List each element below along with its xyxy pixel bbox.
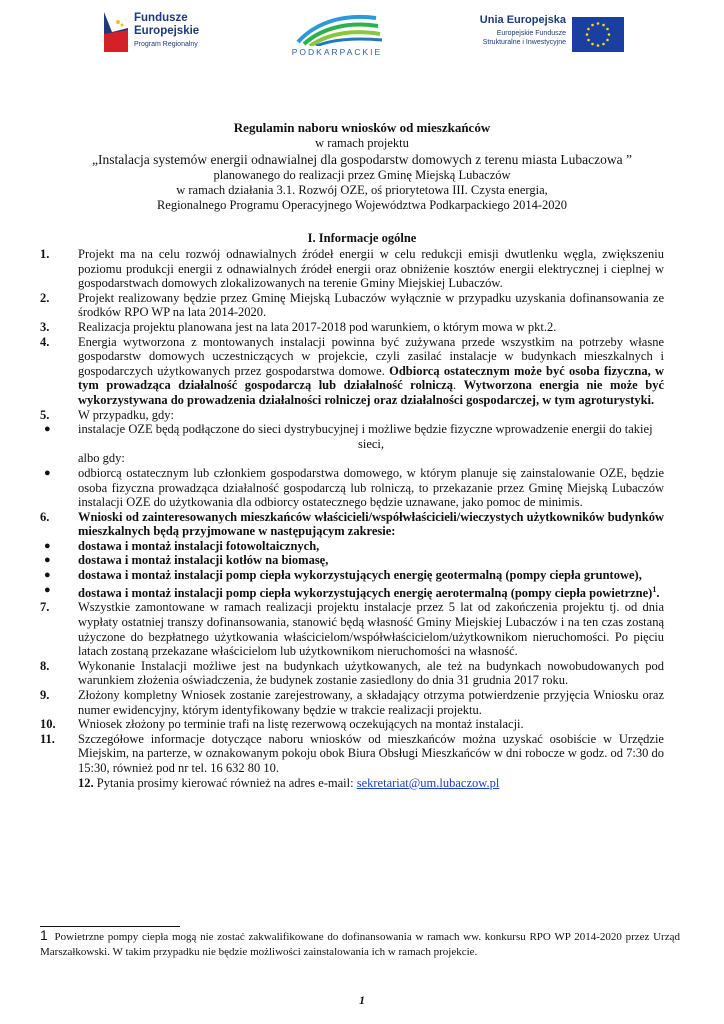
- bullet-icon: ●: [44, 423, 51, 436]
- item-text: Energia wytworzona z montowanych instalacji powinna być zużywana przede wszystkim na potrzeby własne gospodarstw domowych uczestniczących w projekcie, czyli zasilać instalacje w budynkach mieszkalnych i gospodarczych użytkowanych przez gospodarstwa domowe.: [78, 334, 664, 378]
- item-text: Wnioski od zainteresowanych mieszkańców właścicieli/współwłaścicieli/wieczystych użytkowników budynków mieszkalnych będą przyjmowane w następującym zakresie:: [78, 509, 664, 539]
- bullet-text-end: .: [656, 585, 660, 600]
- item-number: 8.: [40, 658, 50, 673]
- list-item: [40, 688, 664, 717]
- bullet-item: [40, 466, 664, 510]
- bullet-icon: ●: [44, 569, 51, 582]
- item-number: 7.: [40, 600, 50, 615]
- item-number: 5.: [40, 407, 50, 422]
- list-item: [40, 335, 664, 408]
- list-item: [40, 659, 664, 688]
- list-item: [40, 600, 664, 658]
- item-number: 3.: [40, 319, 50, 334]
- project-name: „Instalacja systemów energii odnawialnej dla gospodarstw domowych z terenu miasta Lubaczowa ”: [92, 152, 632, 167]
- bullet-item: [40, 568, 664, 583]
- item-text: Szczegółowe informacje dotyczące naboru wniosków od mieszkańców można uzyskać osobiście w Urzędzie Miejskim, na parterze, w oznakowanym pokoju obok Biura Obsługi Mieszkańców w dni robocze w godz. od 7:30 do 15:30, również pod nr tel. 16 632 80 10.: [78, 731, 664, 775]
- item-text: Projekt ma na celu rozwój odnawialnych źródeł energii w celu redukcji emisji dwutlenku węgla, zwiększeniu poziomu produkcji energii z odnawialnych źródeł energii oraz obniżenie kosztów energii elektrycznej i cieplnej w gospodarstwach domowych zlokalizowanych na terenie Gminy Miejskiej Lubaczów.: [78, 247, 664, 291]
- bullet-item: [40, 422, 664, 451]
- bullet-item: [40, 553, 664, 568]
- bullet-text: dostawa i montaż instalacji fotowoltaicznych,: [78, 538, 320, 553]
- fe-flag-icon: [104, 12, 128, 52]
- unia-europejska-logo: [466, 14, 626, 54]
- item-text: .: [452, 378, 464, 393]
- list-item: [40, 320, 664, 335]
- item-text: Wniosek złożony po terminie trafi na listę rezerwową oczekujących na montaż instalacji.: [78, 717, 524, 732]
- item-number: 2.: [40, 290, 50, 305]
- item-text: Złożony kompletny Wniosek zostanie zarejestrowany, a składający otrzyma potwierdzenie przyjęcia Wniosku oraz numer ewidencyjny, którym identyfikowany będzie w trakcie realizacji projektu.: [78, 687, 664, 717]
- eu-line1: Unia Europejska: [479, 14, 566, 26]
- header-line-5: w ramach działania 3.1. Rozwój OZE, oś priorytetowa III. Czysta energia,: [176, 183, 548, 197]
- bullet-text: dostawa i montaż instalacji kotłów na biomasę,: [78, 553, 329, 568]
- document-body: [40, 247, 664, 790]
- logo-bar: [0, 0, 724, 70]
- bullet-item: [40, 583, 664, 601]
- footnote: [40, 928, 680, 960]
- item-text: Wszystkie zamontowane w ramach realizacji projektu instalacje przez 5 lat od zakończenia projektu tj. od dnia wypłaty ostatniej transzy dofinansowania, stanowić będą własność Gminy Miejskiej Lubaczów i na ten czas zostaną użyczone do bezpłatnego użytkowania właścicielom/współwłaścicielom/użytkownikom nieruchomości. Po pięciu latach zostaną przekazane właścicielom lub użytkownikom nieruchomości na własność.: [78, 600, 664, 659]
- fe-line2: Europejskie: [134, 25, 200, 37]
- header-line-6: Regionalnego Programu Operacyjnego Województwa Podkarpackiego 2014-2020: [156, 198, 568, 212]
- item-number: 4.: [40, 334, 50, 349]
- item-number: 10.: [40, 717, 56, 732]
- item-text: Projekt realizowany będzie przez Gminę Miejską Lubaczów wyłącznie w przypadku uzyskania dofinansowania ze środków RPO WP na lata 2014-2020.: [78, 290, 664, 320]
- footnote-text: Powietrzne pompy ciepła mogą nie zostać zakwalifikowane do dofinansowania w ramach ww. konkursu RPO WP 2014-2020 przez Urząd Marszałkowski. W takim przypadku nie będzie możliwości zainstalowania ich w ramach projekcie.: [40, 931, 680, 958]
- list-item: [40, 510, 664, 539]
- bullet-icon: ●: [44, 539, 51, 552]
- item-text-bold: Odbiorcą ostatecznym może być osoba fizyczna, w tym prowadząca działalność gospodarczą lub działalność rolniczą: [78, 363, 664, 393]
- list-item: [40, 291, 664, 320]
- item-text: Wykonanie Instalacji możliwe jest na budynkach użytkowanych, ale też na budynkach nowobudowanych pod warunkiem złożenia oświadczenia, że budynek zostanie zasiedlony do dnia 31 grudnia 2017 roku.: [78, 658, 664, 688]
- list-item: [40, 717, 664, 732]
- bullet-icon: ●: [44, 583, 51, 596]
- bullet-text: dostawa i montaż instalacji pomp ciepła wykorzystujących energię aerotermalną (pompy ciepła powietrzne): [78, 585, 653, 600]
- bullet-text: dostawa i montaż instalacji pomp ciepła wykorzystujących energię geotermalną (pompy ciepła gruntowe),: [78, 568, 642, 583]
- item-text-bold: Wytworzona energia nie może być wykorzystywana do prowadzenia działalności rolniczej oraz działalności gospodarczej, w tym agroturystyki.: [78, 378, 664, 407]
- header-line-4: planowanego do realizacji przez Gminę Miejską Lubaczów: [213, 168, 511, 182]
- section-heading: I. Informacje ogólne: [307, 231, 417, 245]
- item-text: albo gdy:: [78, 451, 125, 466]
- list-item: [40, 732, 664, 776]
- fe-line3: Program Regionalny: [134, 41, 198, 48]
- item-text: W przypadku, gdy:: [78, 407, 174, 422]
- podkarpackie-swoosh-icon: [278, 10, 396, 46]
- item-text: Pytania prosimy kierować również na adres e-mail:: [96, 775, 357, 790]
- item-number: 9.: [40, 687, 50, 702]
- list-item: [40, 776, 664, 791]
- list-item: [40, 247, 664, 291]
- podkarpackie-text: PODKARPACKIE: [291, 47, 383, 57]
- eu-flag-icon: [572, 17, 624, 52]
- item-text: Realizacja projektu planowana jest na lata 2017-2018 pod warunkiem, o którym mowa w pkt.2.: [78, 319, 557, 334]
- email-link[interactable]: sekretariat@um.lubaczow.pl: [356, 775, 500, 790]
- footnote-ref[interactable]: 1: [652, 584, 657, 594]
- bullet-text: instalacje OZE będą podłączone do sieci dystrybucyjnej i możliwe będzie fizyczne wprowadzenie energii do takiej: [78, 422, 653, 437]
- item-number: 11.: [40, 731, 55, 746]
- page-number: 1: [359, 993, 365, 1007]
- document-subtitle: w ramach projektu: [315, 136, 409, 150]
- item-number: 12.: [78, 775, 94, 790]
- bullet-text-cont: sieci,: [358, 436, 385, 451]
- item-number: 1.: [40, 247, 50, 261]
- bullet-icon: ●: [44, 554, 51, 567]
- fundusze-europejskie-logo: [104, 12, 214, 54]
- podkarpackie-logo: [278, 10, 396, 60]
- footnote-divider: [40, 926, 180, 927]
- list-item: [40, 408, 664, 423]
- eu-line2: Europejskie Fundusze: [496, 30, 566, 37]
- item-number: 6.: [40, 509, 50, 524]
- bullet-icon: ●: [44, 466, 51, 479]
- footnote-mark: 1: [40, 927, 48, 943]
- eu-line3: Strukturalne i Inwestycyjne: [482, 39, 566, 46]
- fe-line1: Fundusze: [134, 12, 188, 24]
- document-title: Regulamin naboru wniosków od mieszkańców: [233, 120, 491, 135]
- bullet-text: odbiorcą ostatecznym lub członkiem gospodarstwa domowego, w którym planuje się zainstalowanie OZE, będzie osoba fizyczna prowadząca działalność gospodarczą lub rolniczą, to przekazanie przez Gminę Miejską Lubaczów instalacji OZE do użytkowania dla odbiorcy ostatecznego będzie uznawane, jako pomoc de minimis.: [78, 465, 664, 510]
- bullet-item: [40, 539, 664, 554]
